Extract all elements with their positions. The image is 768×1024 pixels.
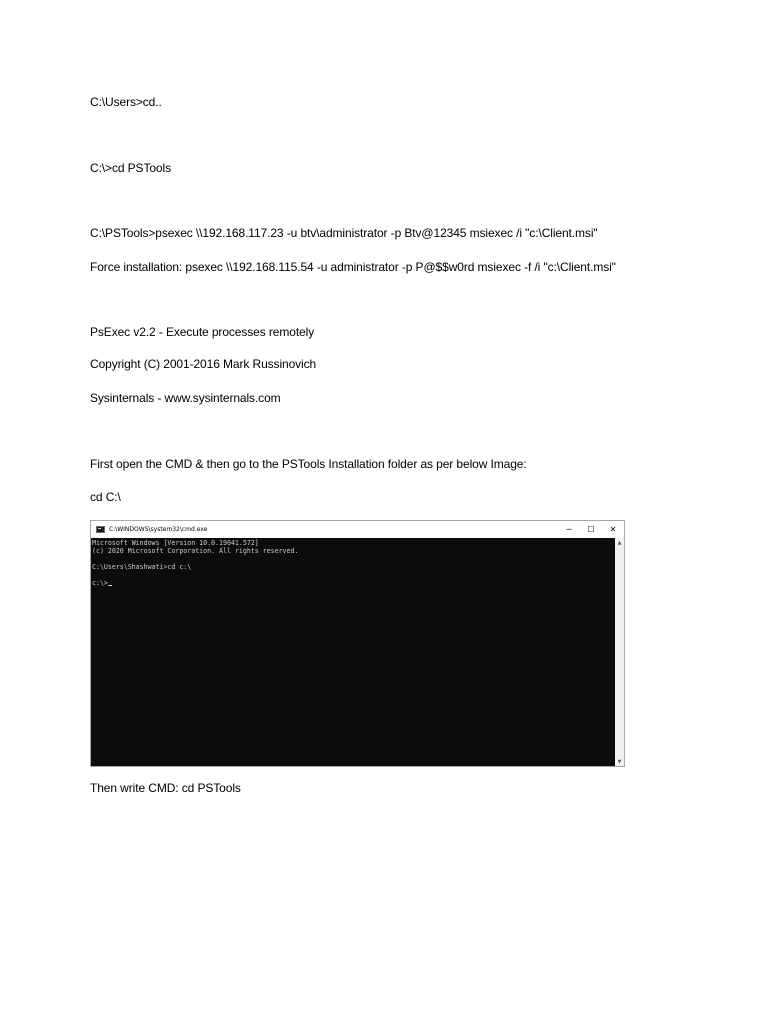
text-sysinternals: Sysinternals - www.sysinternals.com: [90, 391, 281, 405]
cmd-output: [91, 538, 615, 766]
cmd-line: [92, 555, 615, 563]
cmd-titlebar: [91, 521, 624, 538]
maximize-button: ☐: [587, 525, 595, 534]
text-instruction-open-cmd: First open the CMD & then go to the PSTools Installation folder as per below Image:: [90, 457, 527, 471]
close-button: ✕: [609, 525, 617, 534]
cmd-app-icon: [96, 526, 105, 533]
cmd-line: Microsoft Windows [Version 10.0.19041.572]: [92, 539, 259, 547]
text-psexec-command: C:\PSTools>psexec \\192.168.117.23 -u btv\administrator -p Btv@12345 msiexec /i "c:\Client.msi": [90, 226, 598, 240]
text-copyright: Copyright (C) 2001-2016 Mark Russinovich: [90, 357, 317, 371]
text-force-installation: Force installation: psexec \\192.168.115.54 -u administrator -p P@$$w0rd msiexec -f /i "c:\Client.msi": [90, 260, 616, 274]
cmd-line: C:\Users\Shashwati>cd c:\: [92, 563, 192, 571]
text-cd-up: C:\Users>cd..: [90, 95, 162, 109]
scroll-up-icon: ▲: [617, 539, 622, 546]
cmd-line: (c) 2020 Microsoft Corporation. All rights reserved.: [92, 547, 299, 555]
cmd-window-screenshot: [90, 520, 625, 767]
minimize-button: ─: [566, 525, 572, 534]
text-cd-root: cd C:\: [90, 490, 121, 504]
cmd-window-title: C:\WINDOWS\system32\cmd.exe: [109, 526, 208, 533]
text-psexec-version: PsExec v2.2 - Execute processes remotely: [90, 325, 315, 339]
cmd-prompt: c:\>: [92, 579, 108, 587]
cmd-scrollbar: [615, 538, 624, 766]
scroll-down-icon: ▼: [617, 758, 622, 765]
cmd-line: [92, 571, 615, 579]
text-cd-pstools: C:\>cd PSTools: [90, 161, 171, 175]
window-controls: [558, 521, 624, 538]
text-then-write-cmd: Then write CMD: cd PSTools: [90, 781, 241, 795]
cmd-prompt-line: [92, 579, 615, 587]
text-cursor: [108, 585, 112, 586]
